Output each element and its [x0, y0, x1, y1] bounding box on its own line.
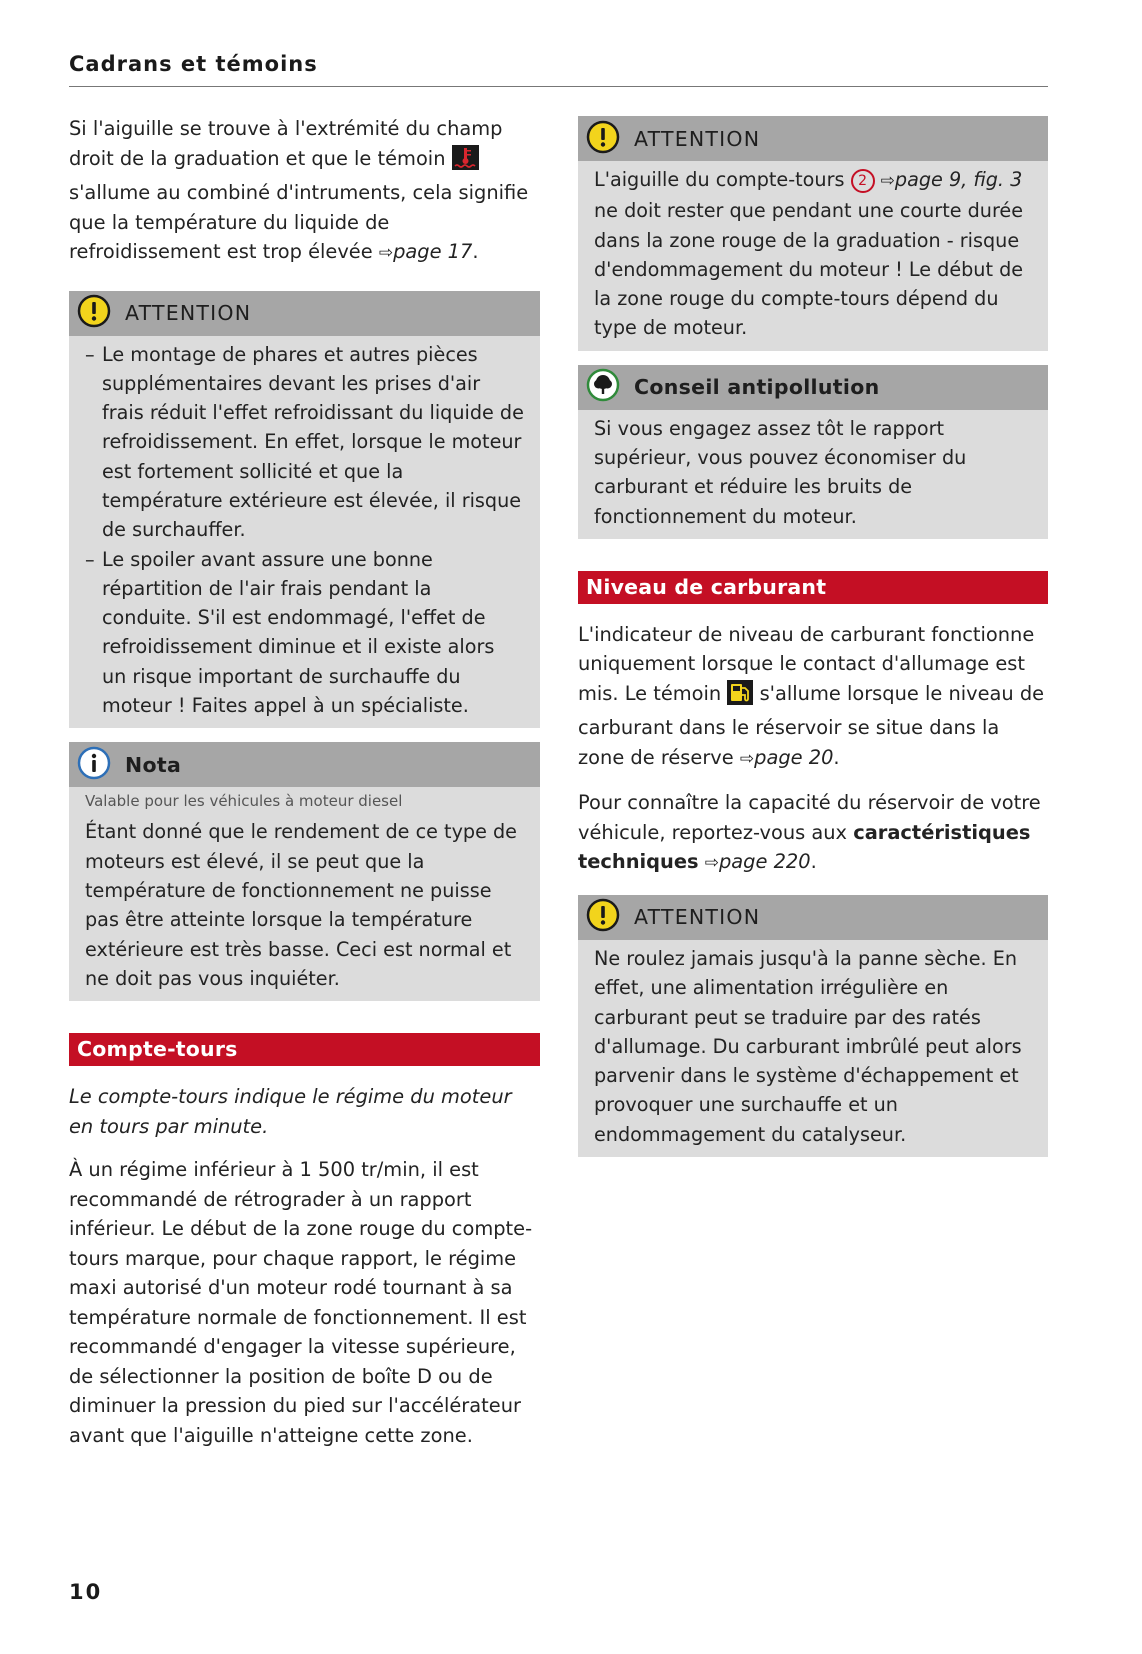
eco-tip-header [578, 365, 1048, 410]
tech-specs-link[interactable]: caractéristiques techniques [578, 820, 1031, 874]
right-column [578, 116, 1048, 1157]
compte-tours-intro: Le compte-tours indique le régime du moteur en tours par minute. [69, 1085, 512, 1138]
attention-title: ATTENTION [634, 126, 761, 151]
attention-title: ATTENTION [634, 905, 761, 930]
attention-title: ATTENTION [125, 301, 252, 325]
eco-tip-title: Conseil antipollution [634, 375, 880, 400]
fuel-paragraph-1: L'indicateur de niveau de carburant fonctionne uniquement lorsque le contact d'allumage est mis. Le témoin s'allume lorsque le niveau de carburant dans le réservoir se situe dans la zone de réserve ⇨page 20. [578, 622, 1045, 769]
page-ref-arrow: ⇨ [378, 243, 394, 263]
page-ref-arrow: ⇨ [739, 748, 755, 769]
page-ref-arrow: ⇨ [880, 171, 895, 191]
attention-box-overheat [69, 291, 540, 729]
compte-tours-body: À un régime inférieur à 1 500 tr/min, il est recommandé de rétrograder à un rapport inférieur. Le début de la zone rouge du compte-tours marque, pour chaque rapport, le régime maxi autorisé d'un moteur rodé tournant à sa température normale de fonctionnement. Il est recommandé d'engager la vitesse supérieure, de sélectionner la position de boîte D ou de diminuer la pression du pied sur l'accélérateur avant que l'aiguille n'atteigne cette zone. [69, 1158, 533, 1447]
nota-box-header [69, 742, 540, 787]
coolant-paragraph: Si l'aiguille se trouve à l'extrémité du champ droit de la graduation et que le témoin s'allume au combiné d'intruments, cela signifie que la température du liquide de refroidissement est trop élevée ⇨page 17. [69, 117, 529, 263]
warning-icon [77, 294, 111, 332]
attention-box-tachometer [578, 116, 1048, 351]
page-ref-link[interactable]: page 9, fig. 3 [894, 168, 1023, 191]
list-item: – Le montage de phares et autres pièces supplémentaires devant les prises d'air frais réduit l'effet refroidissant du liquide de refroidissement. En effet, lorsque le moteur est fortement sollicité et que la température extérieure est élevée, il risque de surchauffer. [85, 340, 524, 545]
coolant-text-1: Si l'aiguille se trouve à l'extrémité du champ droit de la graduation et que le témoin [69, 117, 503, 170]
eco-tip-box [578, 365, 1048, 539]
section-heading-niveau-carburant: Niveau de carburant [578, 571, 1048, 604]
nota-box [69, 742, 540, 1001]
attention-box-header [578, 895, 1048, 940]
attention-box-fuel [578, 895, 1048, 1157]
nota-applies-note: Valable pour les véhicules à moteur diesel [85, 792, 403, 811]
attention-box-header [578, 116, 1048, 161]
tree-eco-icon [586, 368, 620, 406]
page-ref-link[interactable]: page 20 [754, 745, 834, 769]
attention-text: L'aiguille du compte-tours 2 ⇨page 9, fig. 3 ne doit rester que pendant une courte durée dans la zone rouge de la graduation - risque d'endommagement du moteur ! Le début de la zone rouge du compte-tours dépend du type de moteur. [594, 168, 1024, 340]
page-ref-link[interactable]: page 220 [718, 850, 811, 874]
fuel-reserve-warning-icon [727, 680, 753, 714]
page-ref-link[interactable]: page 17 [393, 240, 473, 263]
callout-number: 2 [851, 169, 875, 193]
left-column [69, 114, 540, 1450]
page-ref-arrow: ⇨ [704, 853, 719, 874]
header-divider [69, 86, 1048, 87]
attention-text: Ne roulez jamais jusqu'à la panne sèche. En effet, une alimentation irrégulière en carburant peut se traduire par des ratés d'allumage. Du carburant imbrûlé peut alors parvenir dans le système d'échappement et provoquer une surchauffe et un endommagement du catalyseur. [594, 946, 1022, 1146]
attention-list [85, 340, 524, 721]
warning-icon [586, 898, 620, 936]
coolant-temperature-warning-icon [452, 145, 479, 179]
attention-box-header [69, 291, 540, 336]
coolant-text-2: s'allume au combiné d'intruments, cela signifie que la température du liquide de refroidissement est trop élevée [69, 181, 529, 263]
nota-title: Nota [125, 752, 182, 777]
info-icon [77, 746, 111, 784]
nota-text: Étant donné que le rendement de ce type de moteurs est élevé, il se peut que la température de fonctionnement ne puisse pas être atteinte lorsque la température extérieure est très basse. Ceci est normal et ne doit pas vous inquiéter. [85, 820, 517, 990]
page-header-title: Cadrans et témoins [69, 52, 318, 76]
fuel-paragraph-2: Pour connaître la capacité du réservoir de votre véhicule, reportez-vous aux caractéristiques techniques ⇨page 220. [578, 791, 1041, 874]
warning-icon [586, 120, 620, 158]
page-number: 10 [69, 1580, 103, 1604]
section-heading-compte-tours: Compte-tours [69, 1033, 540, 1066]
list-item: – Le spoiler avant assure une bonne répartition de l'air frais pendant la conduite. S'il est endommagé, l'effet de refroidissement diminue et il existe alors un risque important de surchauffe du moteur ! Faites appel à un spécialiste. [85, 545, 524, 721]
eco-tip-text: Si vous engagez assez tôt le rapport supérieur, vous pouvez économiser du carburant et réduire les bruits de fonctionnement du moteur. [594, 416, 967, 528]
